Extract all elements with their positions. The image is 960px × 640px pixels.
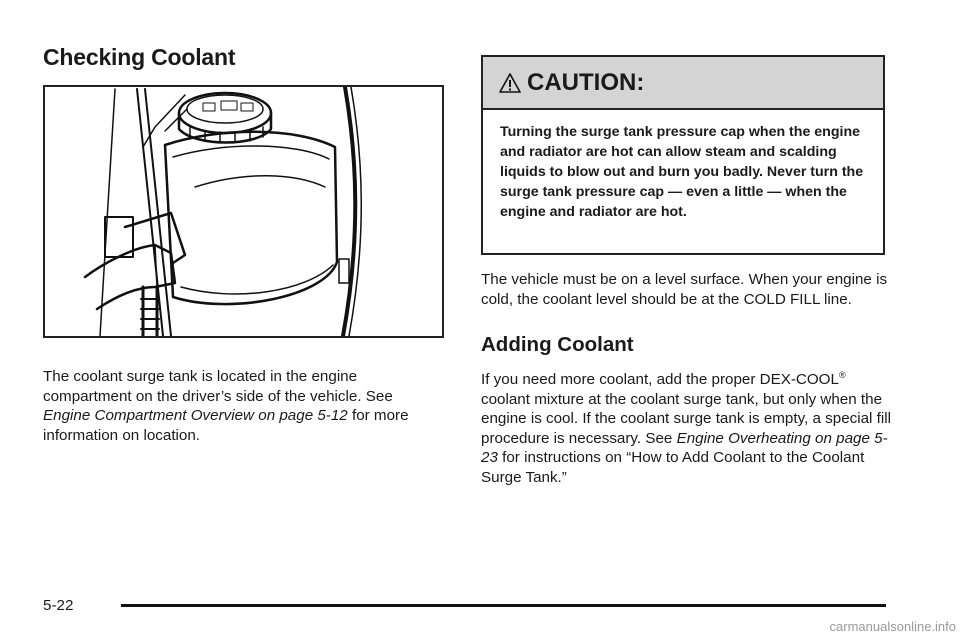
text-segment: coolant mixture at the coolant surge tank, but only when the engine is cool. If the coolant surge tank is empty, a special fill procedure is necessary. See <box>481 390 891 447</box>
page-number: 5-22 <box>43 597 74 614</box>
text-segment: for more information on location. <box>43 407 409 444</box>
text-segment: If you need more coolant, add the proper DEX-COOL <box>481 371 839 388</box>
engine-compartment-overview-link[interactable]: Engine Compartment Overview on page 5-12 <box>43 407 348 424</box>
engine-overheating-link[interactable]: Engine Overheating on page 5-23 <box>481 429 888 466</box>
coolant-surge-tank-illustration <box>43 85 444 338</box>
registered-mark: ® <box>838 370 846 380</box>
text-segment: The coolant surge tank is located in the engine compartment on the driver’s side of the vehicle. See <box>43 368 393 405</box>
caution-box <box>481 55 885 255</box>
footer-divider <box>121 604 886 607</box>
adding-coolant-heading: Adding Coolant <box>481 333 634 356</box>
watermark: carmanualsonline.info <box>829 619 956 634</box>
adding-coolant-text <box>481 370 891 487</box>
level-surface-text: The vehicle must be on a level surface. When your engine is cold, the coolant level should be at the COLD FILL line. <box>481 271 888 308</box>
caution-header <box>483 57 883 110</box>
caution-title: CAUTION: <box>527 68 645 96</box>
warning-triangle-icon <box>499 72 521 94</box>
surge-tank-location-text <box>43 367 443 445</box>
section-title: Checking Coolant <box>43 44 236 70</box>
text-segment: for instructions on “How to Add Coolant to the Coolant Surge Tank.” <box>481 449 865 486</box>
caution-text: Turning the surge tank pressure cap when the engine and radiator are hot can allow steam and scalding liquids to blow out and burn you badly. Never turn the surge tank pressure cap — even a little — when the engine and radiator are hot. <box>500 124 864 220</box>
